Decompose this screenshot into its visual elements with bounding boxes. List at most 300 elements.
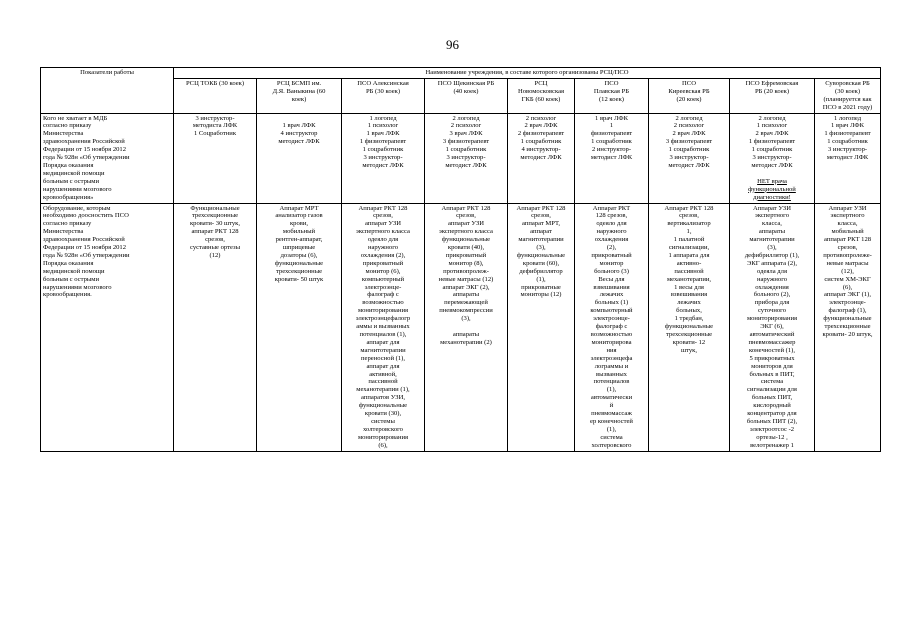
cell-line: мониторирова [591,338,632,346]
cell-line: сигнализации, [668,244,710,252]
cell-line: дозаторы (6), [280,251,318,259]
cell-line: одеяло для [367,236,399,244]
cell-line: больным с острыми [43,177,99,185]
cell-line: здравоохранения Российской [43,236,125,244]
cell-line: кровати- 50 штук [274,275,324,283]
cell-line: мобильный [831,228,864,236]
cell-line: кровати- 20 штук, [822,331,873,338]
cell-line: Аппарат УЗИ [828,204,867,212]
cell-line: переносной (1), [361,354,405,362]
cell-line: лежачих [599,291,624,299]
cell-line: Федерации от 15 ноября 2012 [43,244,127,252]
cell-line: аппарат для [366,338,400,346]
cell-line: 2 врач ЛФК [755,130,789,138]
table-cell [730,113,815,203]
header-column-9 [815,78,881,113]
cell-line: Аппарат РКТ 128 [358,204,408,212]
equipment-table [40,67,881,452]
cell-line: 1 соцработник [591,138,632,146]
cell-line: ер конечностей [590,417,633,425]
cell-line: прикроватный [591,251,632,259]
cell-line: взвешивания [670,291,708,299]
cell-line: невые матрасы [826,259,869,267]
cell-line: лежачих [677,299,701,307]
cell-line: срезов, [205,236,225,244]
cell-line: (3), [536,244,546,252]
cell-line: срезов, [456,212,476,220]
cell-line: наружного [756,275,788,283]
cell-line: срезов, [373,212,393,220]
cell-line: кровати (40), [447,244,485,252]
cell-line: функциональные [664,323,714,331]
cell-line: конечностей (1), [748,346,795,354]
cell-line: функциональные [823,315,872,323]
cell-line: 2 врач ЛФК [672,130,706,138]
table-cell [342,203,425,451]
cell-line: Министерства [43,130,84,138]
cell-line: (12), [841,267,854,275]
header-column-3 [342,78,425,113]
cell-line: 1 логопед [369,114,397,122]
row-label [41,113,174,203]
cell-line: одеяло для [596,220,627,228]
header-indicators: Показатели работы [41,68,174,114]
cell-line: (планируется как [823,95,872,103]
cell-line: аппараты [452,331,480,338]
cell-line: аппараты [758,228,786,236]
cell-line: 3 инструктор- [827,146,868,154]
cell-line: й [609,402,614,410]
cell-line: монитор (6), [365,267,401,275]
cell-line: срезов, [679,212,699,220]
cell-line: функциональные [274,259,324,267]
cell-line: РСЦ [534,79,548,87]
cell-line: аппарат ЭКГ (1), [824,291,871,299]
cell-line: нарушениями мозгового [43,185,112,193]
cell-line: Весы для [598,275,625,283]
cell-line: (12) [209,251,221,259]
cell-line: (2), [606,244,617,252]
cell-line: электроотсос -2 [749,425,795,433]
cell-line: функциональные [441,236,491,244]
cell-line: класса, [837,220,858,228]
cell-line: 1 весы для [674,283,704,291]
cell-line: 1 соцработник [520,138,562,146]
cell-line: наружного [367,244,399,252]
table-body [41,113,881,451]
cell-line: пневмомассажер [748,338,796,346]
cell-line: срезов, [837,244,858,252]
cell-line: вызванных [596,370,627,378]
cell-line: Порядка оказания [43,259,94,267]
header-institutions-group: Наименование учреждения, в составе которого организованы РСЦ/ПСО [174,68,881,79]
cell-line: мониторирования [746,315,798,323]
cell-line: (1), [536,275,546,283]
cell-line: ПСО [682,79,696,87]
cell-line: Суворовская РБ [825,79,870,87]
cell-line: 1, [686,228,692,236]
cell-line: кровати- 12 [672,338,706,346]
cell-line: велотренажер 1 [750,441,794,449]
table-cell [649,203,730,451]
cell-line: необходимо доосностить ПСО [43,212,129,220]
table-cell [257,203,342,451]
cell-line: ЭКГ (6), [760,323,784,331]
cell-line: 1 соцработник [751,146,793,154]
cell-line: 1 [609,122,614,130]
cell-line: года № 928н «Об утверждении [43,251,130,259]
cell-line: 1 тредбан, [674,315,704,323]
table-row [41,203,881,451]
cell-line: функциональные [358,402,408,410]
header-column-6 [575,78,649,113]
cell-line: компьютерный [590,307,633,315]
cell-line: автоматический [749,331,795,338]
cell-line: Министерства [43,228,84,236]
cell-line: противопролеж- [443,267,489,275]
cell-line: методист ЛФК [520,154,562,162]
cell-line: экспертного [830,212,865,220]
cell-line: 1 врач ЛФК [366,130,400,138]
table-cell [425,113,508,203]
cell-line: дефибриллятор [519,267,563,275]
cell-line: активно- [676,259,702,267]
cell-line: экспертного класса [439,228,493,236]
cell-line: (1), [606,425,617,433]
cell-line: рентген-аппарат, [275,236,323,244]
row-label [41,203,174,451]
cell-line: Федерации от 15 ноября 2012 [43,146,127,154]
cell-line: кровати (30), [364,410,402,418]
cell-line: кровати (60), [522,259,560,267]
cell-line: кислородный [753,402,791,410]
cell-line: ортезы-12 , [756,433,788,441]
header-column-1 [174,78,257,113]
cell-line: функциональной [748,185,796,193]
cell-line: прикроватные [521,283,561,291]
cell-line: мобильный [282,228,316,236]
cell-line: 2 психолог [673,122,705,130]
cell-line: аппарат УЗИ [364,220,402,228]
cell-line: Функциональные [190,204,240,212]
cell-line: трехсекционные [824,323,871,331]
cell-line: 1 физиотерапевт [824,130,871,138]
cell-line: 2 инструктор- [591,146,632,154]
cell-line: 1 аппарата для [668,251,710,259]
cell-line: аппаратов УЗИ, [360,394,406,402]
cell-line: систем ХМ-ЭКГ [824,275,871,283]
cell-line: 3 физиотерапевт [665,138,713,146]
cell-line: штук, [680,346,698,354]
cell-line: пассивной [368,378,398,386]
cell-line: больных (1) [594,299,629,307]
cell-line: РБ (20 коек) [754,87,790,95]
cell-line: суточного [757,307,787,315]
cell-line: 1 логопед [833,114,862,122]
cell-line: Порядка оказания [43,161,94,169]
cell-line: ПСО в 2021 году) [822,103,873,111]
cell-line: 3 инструктор- [752,154,792,162]
cell-line: аппарат МРТ, [521,220,561,228]
cell-line: (40 коек) [453,87,479,95]
cell-line: Аппарат УЗИ [753,204,791,212]
cell-line: мониторов для [751,362,793,370]
cell-line: Оборудование, которым [43,204,111,212]
cell-line: компьютерный [361,275,405,283]
cell-line: одеяла для [757,267,787,275]
cell-line: экспертного [754,212,789,220]
table-cell [174,113,257,203]
cell-line: наружного [596,228,627,236]
cell-line: 1 соцработник [668,146,710,154]
cell-line: класса, [762,220,782,228]
cell-line: системы [371,417,395,425]
cell-line: здравоохранения Российской [43,138,125,146]
cell-line: (6), [378,441,388,449]
cell-line: аппарат УЗИ [447,220,485,228]
cell-line: 1 психолог [367,122,399,130]
cell-line: пневмомассаж [591,410,632,418]
cell-line: согласно приказу [43,122,92,130]
cell-line: Новомосковская [517,87,565,95]
cell-line: РСЦ ТОКБ (30 коек) [185,79,245,87]
cell-line: взвешивания [593,283,630,291]
header-column-8 [730,78,815,113]
cell-line: ПСО Ефремовская [745,79,799,87]
cell-line: аммы и вызванных [356,323,410,331]
cell-line: РСЦ БСМП им. [276,79,322,87]
table-cell [575,203,649,451]
cell-line: трехсекционные [665,331,713,338]
cell-line: трехсекционные [275,267,323,275]
cell-line: (3), [461,315,471,323]
cell-line: 2 логопед [452,114,480,122]
cell-line: 2 логопед [758,114,786,122]
cell-line: мониторы (12) [520,291,562,299]
cell-line: медицинской помощи [43,267,105,275]
cell-line: (12 коек) [598,95,624,103]
cell-line: 1 психолог [756,122,788,130]
table-row [41,113,881,203]
cell-line: 3 физиотерапевт [442,138,490,146]
cell-line: экспертного класса [356,228,410,236]
cell-line: ния [606,346,617,354]
cell-line: больного (3) [594,267,629,275]
cell-line: НЕТ врача [757,177,787,185]
cell-line: Аппарат МРТ [279,204,319,212]
page-number: 96 [446,37,459,52]
cell-line: 1 соцработник [445,146,487,154]
cell-line: суставные ортезы [189,244,241,252]
cell-line: возможностью [590,331,633,338]
cell-line: возможностью [362,299,404,307]
cell-line: магнитотерапии [749,236,795,244]
cell-line: противопролеже- [823,251,872,259]
cell-line: монитор [599,259,624,267]
cell-line: аппарат для [366,362,400,370]
cell-line: трехсекционные [191,212,239,220]
cell-line: вертикализатор [667,220,711,228]
cell-line: больных ПИТ (2), [746,417,798,425]
cell-line: пневмокомпрессии [439,307,493,315]
cell-line: 1 физиотерапевт [748,138,796,146]
cell-line: методист ЛФК [278,138,320,146]
cell-line: диагностики! [753,193,791,201]
cell-line: холтеровского [363,425,403,433]
cell-line: коек) [291,95,307,103]
cell-line: потенциалов [593,378,630,386]
header-column-7 [649,78,730,113]
cell-line: больных, [676,307,702,315]
cell-line: срезов, [531,212,551,220]
cell-line: прикроватный [362,259,404,267]
cell-line: года № 928н «Об утверждении [43,154,130,162]
cell-line: РБ (30 коек) [365,87,401,95]
cell-line: потенциалов (1), [359,331,407,338]
cell-line: фалограф (1), [828,307,867,315]
cell-line: 4 инструктор [280,130,318,138]
cell-line: 3 инструктор- [195,114,235,122]
cell-line: 1 врач ЛФК [831,122,865,130]
cell-line: электроэнцефалогр [355,315,411,323]
cell-line: охлаждения [755,283,789,291]
cell-line: мониторирования [357,433,409,441]
cell-line: методист ЛФК [751,161,793,169]
header-column-4 [425,78,508,113]
cell-line: Аппарат РКТ 128 [664,204,714,212]
cell-line: 1 физиотерапевт [359,138,407,146]
cell-line: больных в ПИТ, [749,370,795,378]
cell-line: анализатор газов [275,212,323,220]
cell-line: методиста ЛФК [192,122,238,130]
cell-line: перемежающей [444,299,488,307]
cell-line: кровообращения» [43,193,94,201]
cell-line: прибора для [754,299,790,307]
cell-line: охлаждения [594,236,629,244]
cell-line: Кого не хватает в МДБ [43,114,108,122]
table-cell [257,113,342,203]
cell-line: активной, [369,370,397,378]
cell-line: электроэнце- [593,315,630,323]
cell-line: электроэнцефа [590,354,633,362]
table-cell [425,203,508,451]
cell-line: 5 прикроватных [749,354,795,362]
table-cell [815,203,881,451]
cell-line: Киреевская РБ [668,87,710,95]
cell-line: фалограф с [367,291,399,299]
cell-line: методист ЛФК [590,154,633,162]
cell-line: 3 врач ЛФК [449,130,483,138]
table-cell [508,203,575,451]
cell-line: Д.Я. Ваныкина (60 [272,87,326,95]
cell-line: 4 инструктор- [521,146,561,154]
cell-line: аппарат [530,228,552,236]
cell-line: механотерапии, [666,275,712,283]
cell-line: крови, [289,220,309,228]
cell-line: нарушениями мозгового [43,283,112,291]
cell-line: кровати- 30 штук, [189,220,241,228]
cell-line: пассивной [674,267,704,275]
cell-line: 1 палатной [673,236,705,244]
header-column-5 [508,78,575,113]
cell-line: (20 коек) [676,95,702,103]
cell-line: 3 инструктор- [363,154,403,162]
cell-line: согласно приказу [43,220,92,228]
table-cell [815,113,881,203]
cell-line: механотерапии (1), [356,386,410,394]
cell-line: система [600,433,623,441]
header-column-2 [257,78,342,113]
cell-line: 2 физиотерапевт [517,130,565,138]
cell-line: больным с острыми [43,275,99,283]
cell-line [732,170,812,178]
cell-line: физиотерапевт [590,130,633,138]
table-cell [575,113,649,203]
table-cell [730,203,815,451]
cell-line: Плавская РБ [593,87,630,95]
cell-line [427,323,505,331]
cell-line: (30 коек) [835,87,861,95]
cell-line: холтеровского [591,441,632,449]
cell-line: 1 Соцработник [193,130,237,138]
cell-line: электроэнце- [364,283,402,291]
cell-line: ЭКГ аппарата (2), [747,259,797,267]
cell-line: ПСО Алексинская [357,79,409,87]
cell-line: 3 инструктор- [446,154,486,162]
cell-line: больных ПИТ, [751,394,793,402]
cell-line: 3 инструктор- [669,154,709,162]
cell-line: прикроватный [445,251,487,259]
header-row-group [41,68,881,79]
cell-line: шприцевые [282,244,316,252]
cell-line: 2 логопед [675,114,703,122]
cell-line: 2 врач ЛФК [524,122,558,130]
cell-line: мониторирования [357,307,409,315]
cell-line: ПСО [604,79,619,87]
cell-line: 1 соцработник [827,138,868,146]
cell-line: автоматически [590,394,633,402]
cell-line: Аппарат РКТ 128 [516,204,566,212]
cell-line [259,115,339,123]
cell-line: ПСО Щекинская РБ [437,79,495,87]
cell-line: магнитотерапии [518,236,564,244]
cell-line: лограммы и [594,362,629,370]
cell-line: медицинской помощи [43,169,105,177]
cell-line: электроэнце- [829,299,866,307]
cell-line: аппарат РКТ 128 [824,236,872,244]
cell-line: охлаждения (2), [360,251,406,259]
cell-line: Аппарат РКТ 128 [441,204,491,212]
cell-line: функциональные [516,251,566,259]
cell-line: 1 врач ЛФК [282,122,316,130]
table-cell [174,203,257,451]
cell-line: система [760,378,784,386]
cell-line: невые матрасы (12) [438,275,494,283]
cell-line: кровообращения. [43,291,92,299]
cell-line: фалограф с [595,323,628,331]
cell-line: методист ЛФК [826,154,869,162]
cell-line: дефибриллятор (1), [744,251,800,259]
table-cell [342,113,425,203]
table-cell [649,113,730,203]
cell-line: (1), [606,386,617,394]
cell-line: монитор (8), [448,259,484,267]
cell-line: 1 соцработник [362,146,404,154]
cell-line: больного (2), [753,291,791,299]
cell-line: 2 психолог [525,114,557,122]
cell-line: аппараты [452,291,480,299]
cell-line: методист ЛФК [668,161,710,169]
